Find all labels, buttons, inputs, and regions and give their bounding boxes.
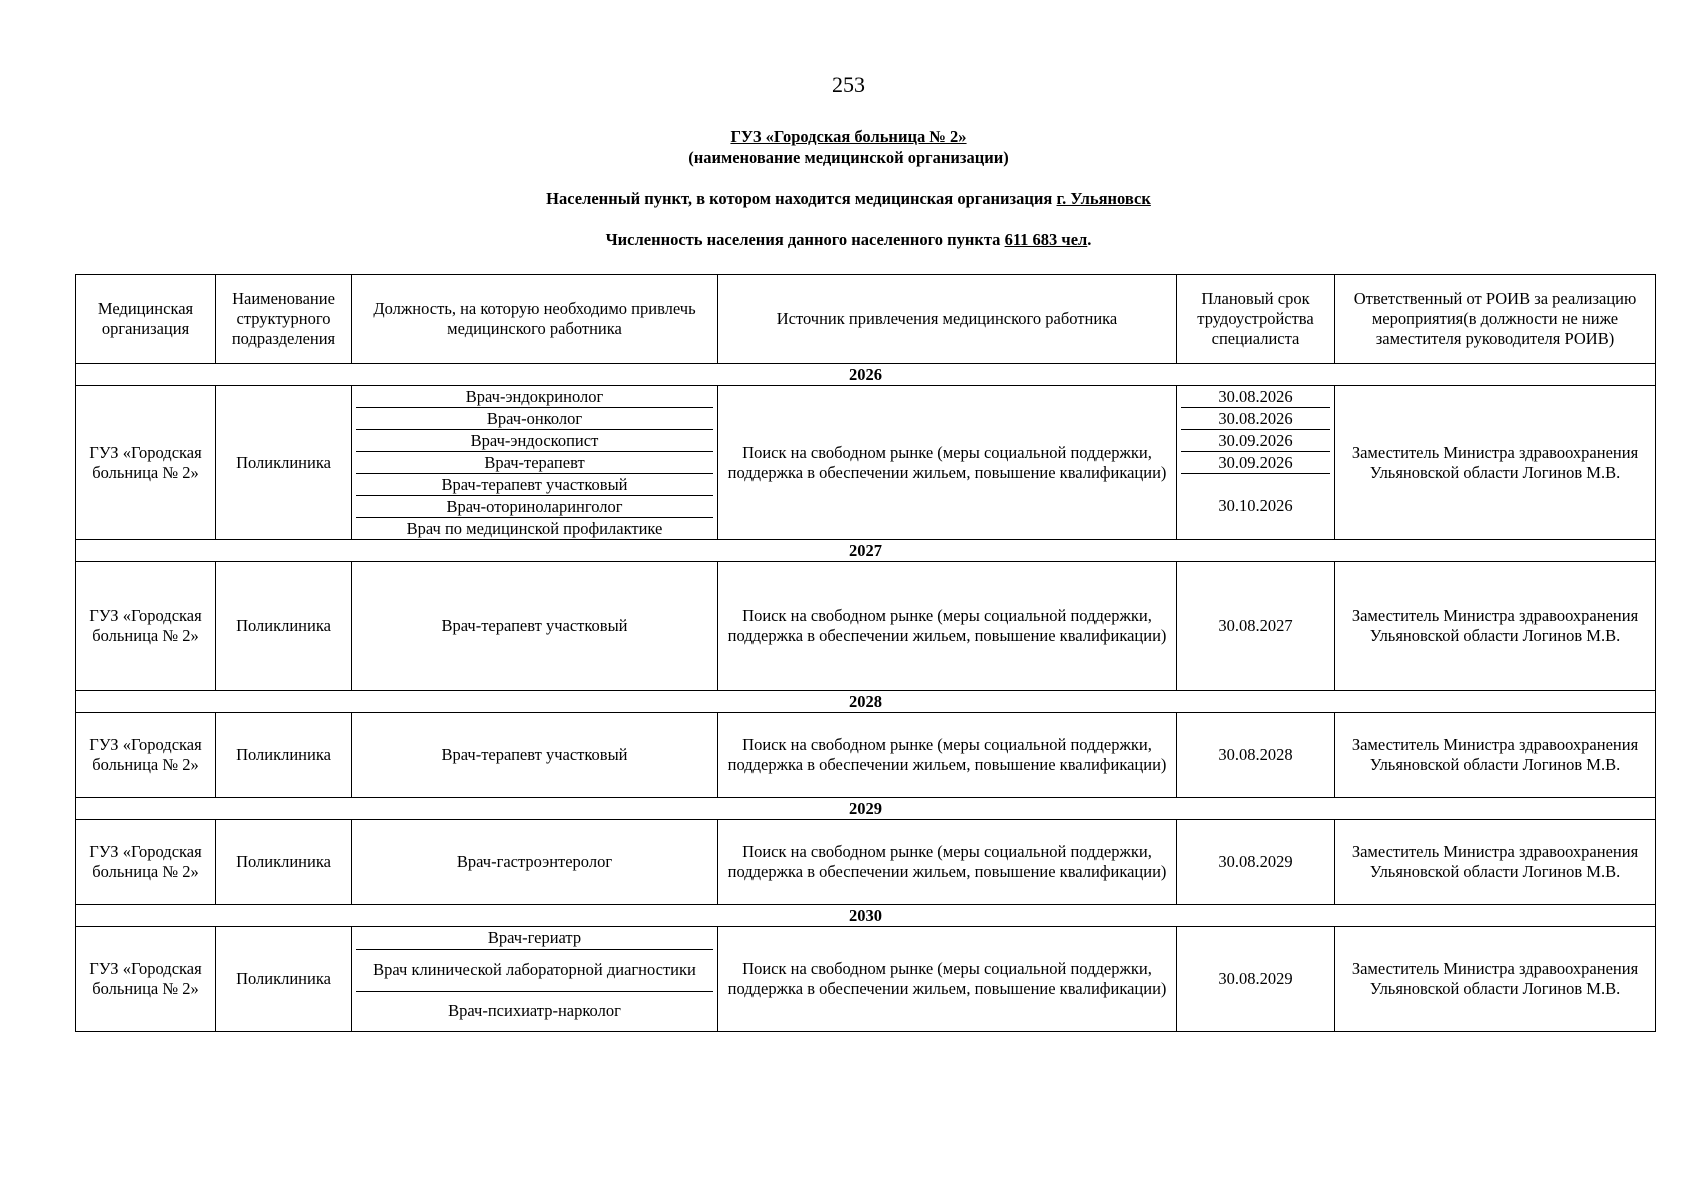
header-cell: Плановый срок трудоустройства специалиста (1177, 275, 1335, 364)
table-row (76, 927, 1656, 1032)
responsible-cell: Заместитель Министра здравоохранения Ульяновской области Логинов М.В. (1335, 713, 1656, 798)
year-row (76, 364, 1656, 386)
dates-cell (1177, 386, 1335, 540)
year-label: 2029 (76, 798, 1656, 820)
position-item: Врач-терапевт (356, 452, 713, 474)
header-cell: Ответственный от РОИВ за реализацию мероприятия(в должности не ниже заместителя руководителя РОИВ) (1335, 275, 1656, 364)
org-caption: (наименование медицинской организации) (688, 148, 1009, 167)
population-end: . (1087, 230, 1092, 249)
org-cell: ГУЗ «Городская больница № 2» (76, 820, 216, 905)
year-row (76, 540, 1656, 562)
unit-cell: Поликлиника (216, 820, 352, 905)
unit-cell: Поликлиника (216, 562, 352, 691)
year-label: 2026 (76, 364, 1656, 386)
population-label: Численность населения данного населенного пункта (605, 230, 1001, 249)
positions-cell (352, 386, 718, 540)
population-value: 611 683 чел (1004, 230, 1088, 249)
date-item: 30.10.2026 (1218, 495, 1293, 515)
responsible-cell: Заместитель Министра здравоохранения Ульяновской области Логинов М.В. (1335, 820, 1656, 905)
unit-cell: Поликлиника (216, 713, 352, 798)
date-item: 30.09.2026 (1181, 430, 1330, 452)
header-cell: Источник привлечения медицинского работника (718, 275, 1177, 364)
population-line (0, 229, 1697, 250)
date-item: 30.08.2029 (1177, 820, 1335, 905)
document-heading (0, 126, 1697, 250)
unit-cell: Поликлиника (216, 386, 352, 540)
table-row (76, 562, 1656, 691)
position-item: Врач-психиатр-нарколог (448, 1001, 621, 1020)
header-cell: Медицинская организация (76, 275, 216, 364)
source-cell: Поиск на свободном рынке (меры социальной поддержки, поддержка в обеспечении жильем, повышение квалификации) (718, 386, 1177, 540)
position-item: Врач-терапевт участковый (356, 474, 713, 496)
position-item: Врач-гастроэнтеролог (352, 820, 718, 905)
table-row (76, 713, 1656, 798)
org-cell: ГУЗ «Городская больница № 2» (76, 927, 216, 1032)
positions-cell (352, 927, 718, 1032)
responsible-cell: Заместитель Министра здравоохранения Ульяновской области Логинов М.В. (1335, 562, 1656, 691)
org-name: ГУЗ «Городская больница № 2» (730, 127, 967, 146)
date-item: 30.09.2026 (1181, 452, 1330, 474)
position-item: Врач-онколог (356, 408, 713, 430)
header-cell: Наименование структурного подразделения (216, 275, 352, 364)
position-item: Врач-терапевт участковый (352, 562, 718, 691)
position-item: Врач по медицинской профилактике (406, 518, 663, 538)
responsible-cell: Заместитель Министра здравоохранения Ульяновской области Логинов М.В. (1335, 927, 1656, 1032)
date-item: 30.08.2026 (1181, 386, 1330, 408)
unit-cell: Поликлиника (216, 927, 352, 1032)
source-cell: Поиск на свободном рынке (меры социальной поддержки, поддержка в обеспечении жильем, повышение квалификации) (718, 562, 1177, 691)
locality-label: Населенный пункт, в котором находится медицинская организация (546, 189, 1053, 208)
year-label: 2027 (76, 540, 1656, 562)
position-item: Врач клинической лабораторной диагностики (356, 949, 713, 991)
locality-line (0, 188, 1697, 209)
position-item: Врач-гериатр (356, 928, 713, 950)
page-number: 253 (832, 72, 865, 97)
year-label: 2028 (76, 691, 1656, 713)
locality-value: г. Ульяновск (1056, 189, 1151, 208)
source-cell: Поиск на свободном рынке (меры социальной поддержки, поддержка в обеспечении жильем, повышение квалификации) (718, 713, 1177, 798)
year-row (76, 691, 1656, 713)
position-item: Врач-эндоскопист (356, 430, 713, 452)
table-row (76, 386, 1656, 540)
date-item: 30.08.2026 (1181, 408, 1330, 430)
org-cell: ГУЗ «Городская больница № 2» (76, 562, 216, 691)
org-cell: ГУЗ «Городская больница № 2» (76, 713, 216, 798)
header-cell: Должность, на которую необходимо привлечь медицинского работника (352, 275, 718, 364)
position-item: Врач-эндокринолог (356, 386, 713, 408)
date-item: 30.08.2029 (1177, 927, 1335, 1032)
year-row (76, 905, 1656, 927)
source-cell: Поиск на свободном рынке (меры социальной поддержки, поддержка в обеспечении жильем, повышение квалификации) (718, 820, 1177, 905)
position-item: Врач-терапевт участковый (352, 713, 718, 798)
source-cell: Поиск на свободном рынке (меры социальной поддержки, поддержка в обеспечении жильем, повышение квалификации) (718, 927, 1177, 1032)
responsible-cell: Заместитель Министра здравоохранения Ульяновской области Логинов М.В. (1335, 386, 1656, 540)
staffing-plan-table (75, 274, 1656, 1032)
org-cell: ГУЗ «Городская больница № 2» (76, 386, 216, 540)
table-header-row (76, 275, 1656, 364)
year-row (76, 798, 1656, 820)
position-item: Врач-оториноларинголог (356, 496, 713, 518)
year-label: 2030 (76, 905, 1656, 927)
date-item: 30.08.2028 (1177, 713, 1335, 798)
date-item: 30.08.2027 (1177, 562, 1335, 691)
table-row (76, 820, 1656, 905)
